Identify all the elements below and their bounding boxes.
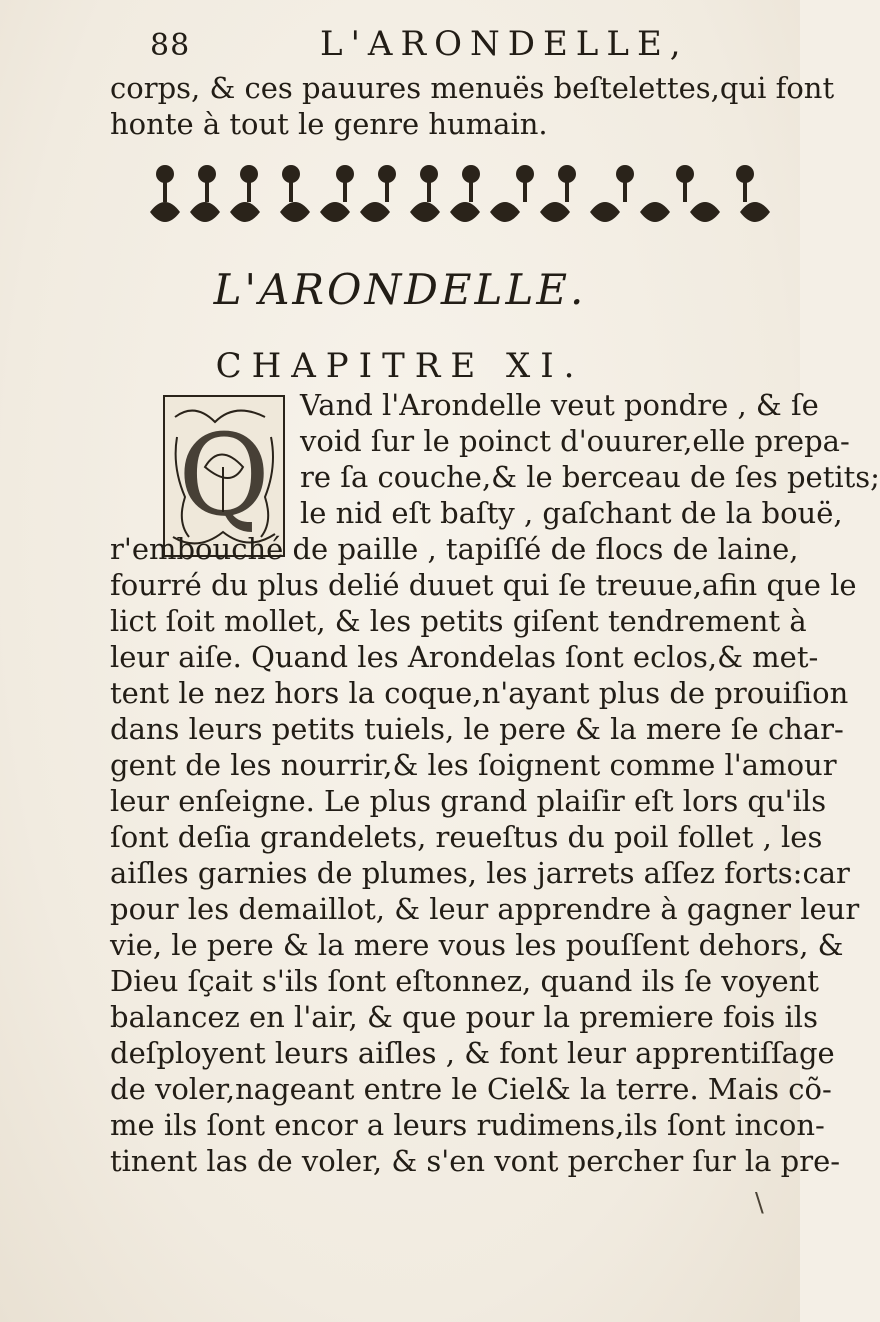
text-line: tent le nez hors la coque,n'ayant plus de prouiſion xyxy=(110,676,849,710)
page-header xyxy=(150,20,770,68)
text-line: tinent las de voler, & s'en vont percher ſur la pre- xyxy=(110,1144,841,1178)
text-line: honte à tout le genre humain. xyxy=(110,107,548,141)
text-line: corps, & ces pauures menuës beſtelettes,qui font xyxy=(110,71,835,105)
text-line: fourré du plus delié duuet qui ſe treuue,afin que le xyxy=(110,568,857,602)
text-line: dans leurs petits tuiels, le pere & la mere ſe char- xyxy=(110,712,844,746)
text-line: ſont deſia grandelets, reueſtus du poil follet , les xyxy=(110,820,823,854)
chapter-number: CHAPITRE XI. xyxy=(215,346,585,386)
text-line: leur enſeigne. Le plus grand plaiſir eſt lors qu'ils xyxy=(110,784,827,818)
text-line: deſployent leurs aiſles , & font leur apprentiſſage xyxy=(110,1036,835,1070)
text-line: de voler,nageant entre le Ciel& la terre. Mais cõ- xyxy=(110,1072,832,1106)
text-line: Vand l'Arondelle veut pondre , & ſe xyxy=(300,388,819,422)
text-line: me ils ſont encor a leurs rudimens,ils ſont incon- xyxy=(110,1108,825,1142)
page-number: 88 xyxy=(150,28,191,63)
running-head: L'ARONDELLE, xyxy=(320,24,689,64)
text-line: void ſur le poinct d'ouurer,elle prepa- xyxy=(300,424,850,458)
text-line: pour les demaillot, & leur apprendre à gagner leur xyxy=(110,892,860,926)
text-line: lict ſoit mollet, & les petits giſent tendrement à xyxy=(110,604,807,638)
text-line: Dieu ſçait s'ils ſont eſtonnez, quand ils ſe voyent xyxy=(110,964,819,998)
margin-ink-mark: \ xyxy=(755,1188,764,1218)
text-line: vie, le pere & la mere vous les pouſſent dehors, & xyxy=(110,928,844,962)
dropcap-letter: Q xyxy=(178,411,270,541)
fleuron-ornament-band xyxy=(145,152,790,242)
text-line: balancez en l'air, & que pour la premiere fois ils xyxy=(110,1000,818,1034)
text-line: leur aiſe. Quand les Arondelas ſont eclos,& met- xyxy=(110,640,819,674)
text-line: r'embouché de paille , tapiſſé de flocs de laine, xyxy=(110,532,799,566)
chapter-heading-title: L'ARONDELLE. xyxy=(213,265,587,314)
text-line: aiſles garnies de plumes, les jarrets aſſez forts:car xyxy=(110,856,850,890)
text-line: gent de les nourrir,& les ſoignent comme l'amour xyxy=(110,748,837,782)
text-line: re ſa couche,& le berceau de ſes petits; xyxy=(300,460,880,494)
text-line: le nid eſt baſty , gaſchant de la bouë, xyxy=(300,496,843,530)
